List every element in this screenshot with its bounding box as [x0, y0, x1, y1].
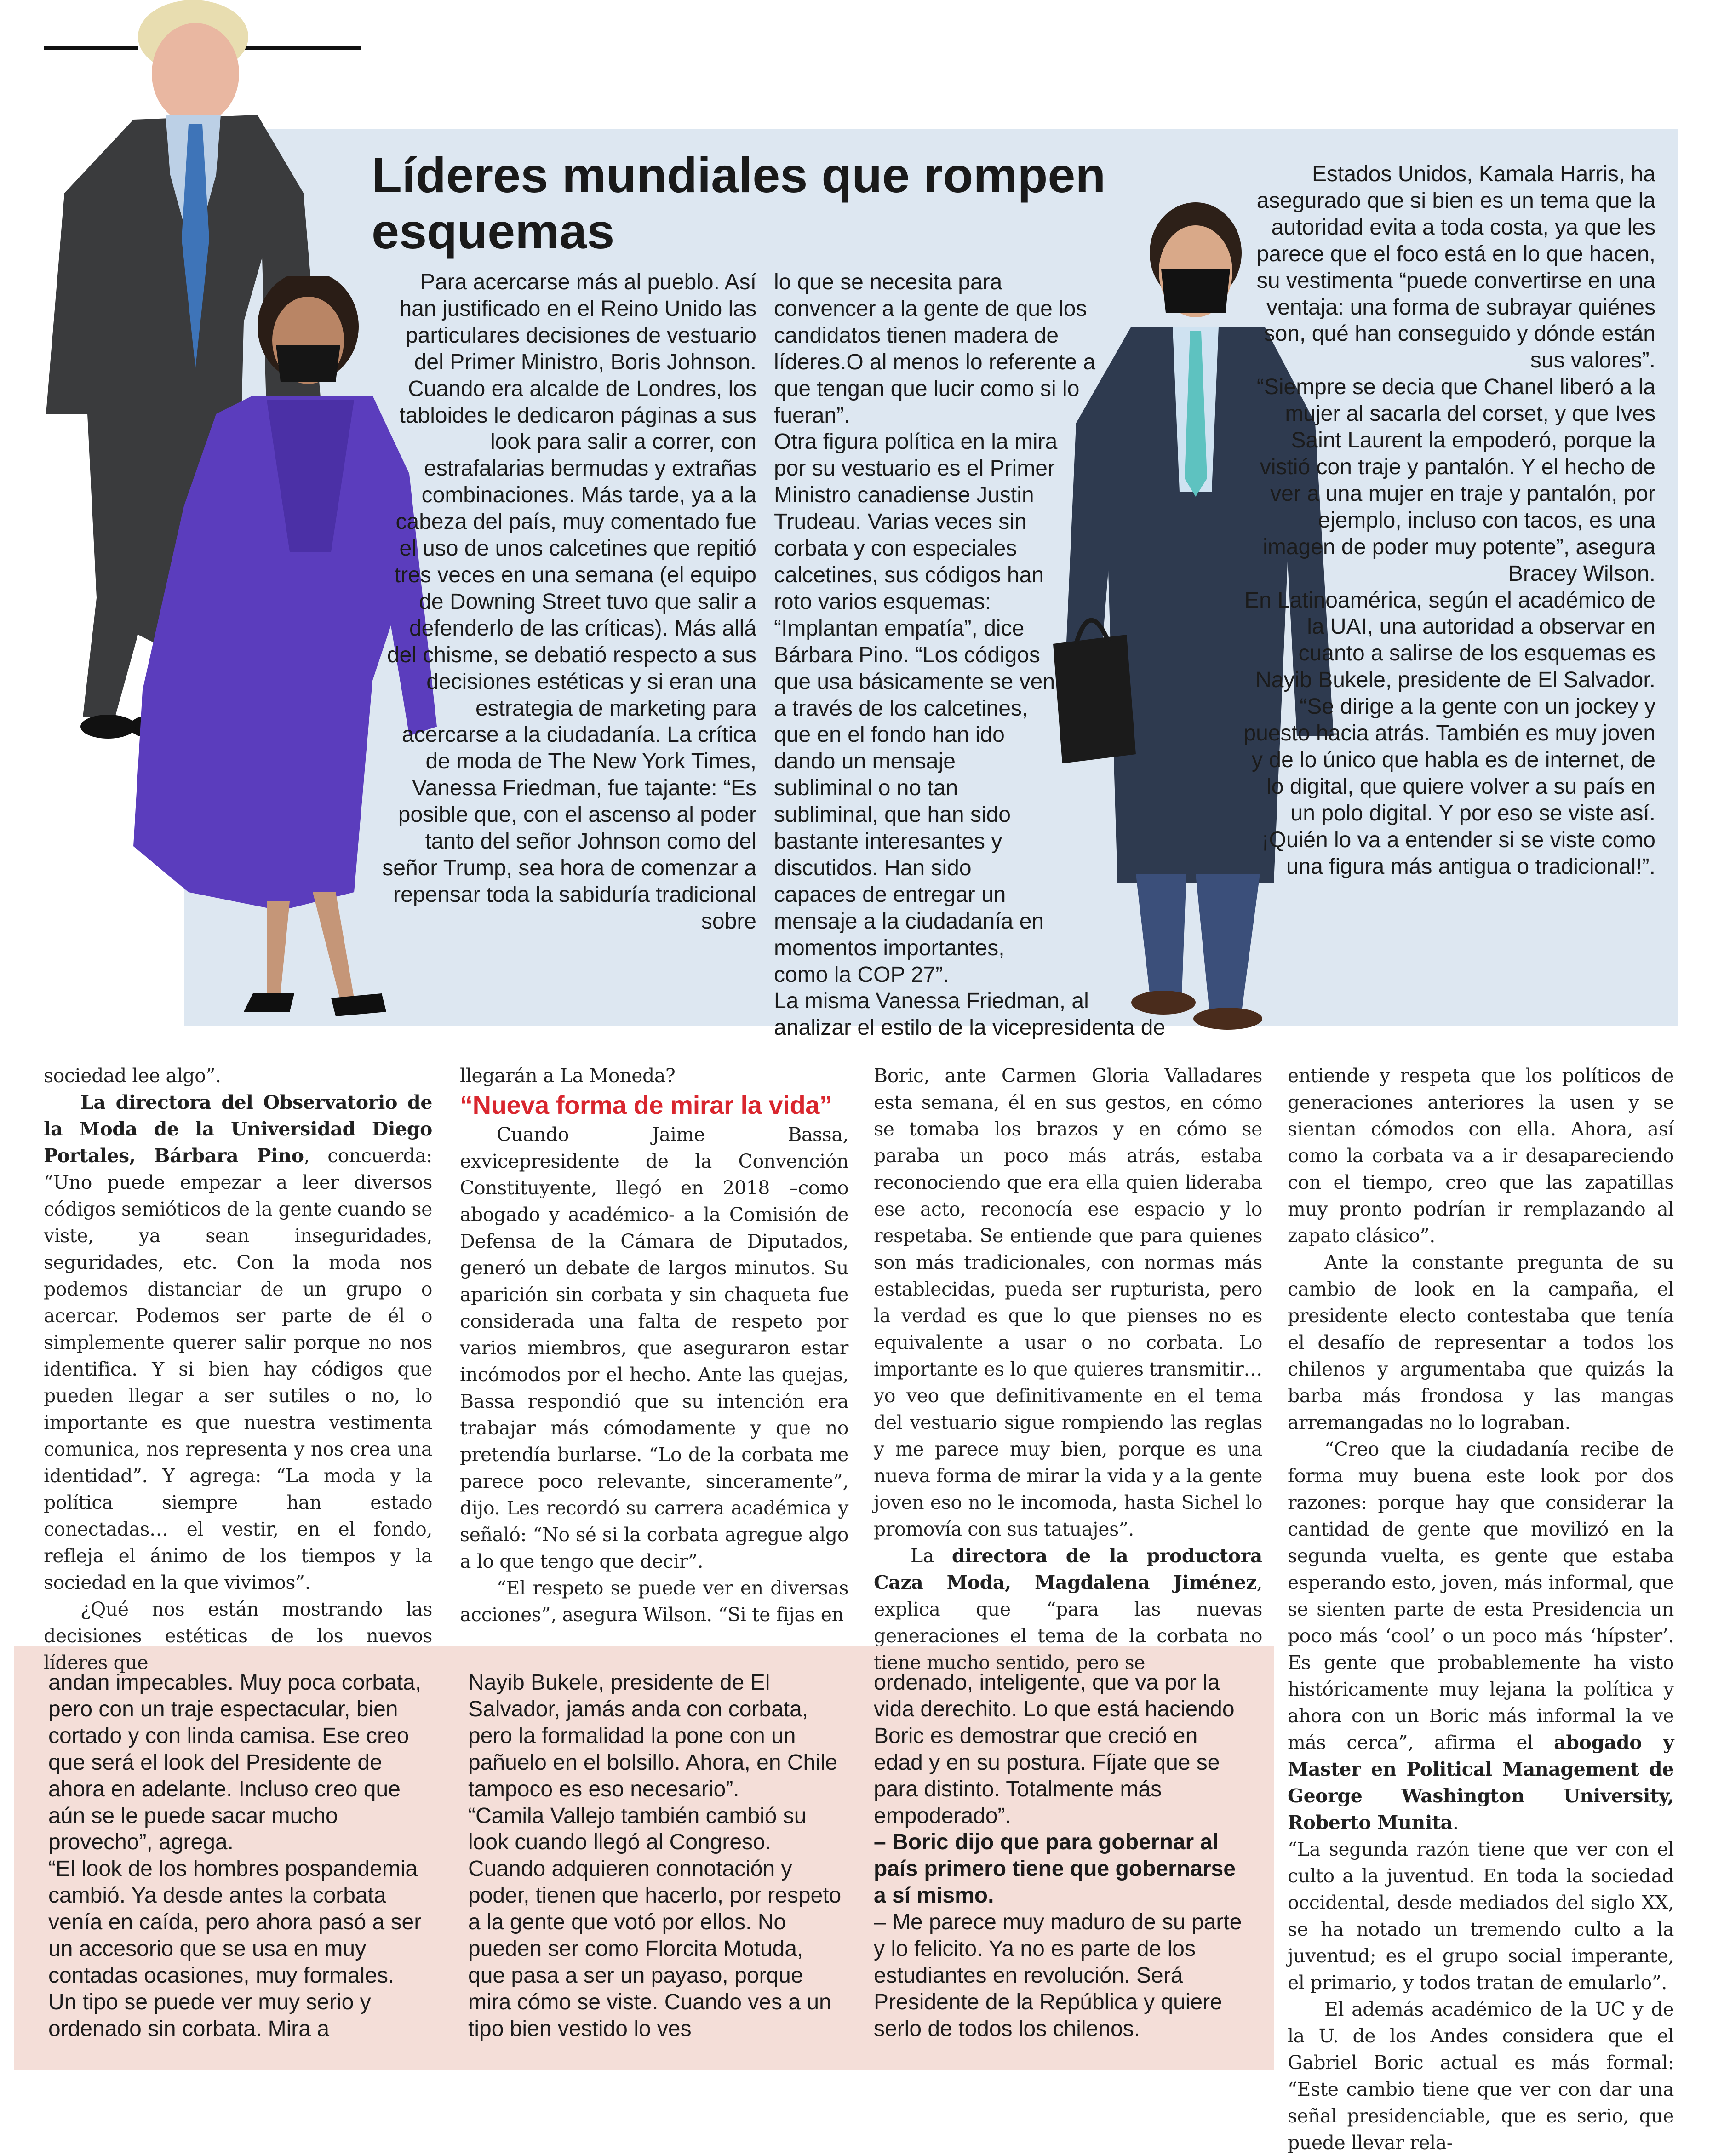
main-col3-text: La [911, 1545, 952, 1567]
box-col2-paragraph: Otra figura política en la mira por su vestuario es el Primer Ministro canadiense Justin Trudeau. Varias veces sin corbata y con especiales calcetines, sus códigos han roto varios esquemas: “Implantan empatía”, dice Bárbara Pino. “Los códigos que usa básicamente se ven a través de los calcetines, que en el fondo han ido dando un mensaje subliminal o no tan subliminal, que han sido bastante interesantes y discutidos. Han sido capaces de entregar un mensaje a la ciudadanía en momentos importantes, como la COP 27”. [774, 430, 1058, 987]
main-col3-paragraph: Boric, ante Carmen Gloria Valladares esta semana, él en sus gestos, en cómo se tomaba los brazos y en cómo se paraba un poco más atrás, estaba reconociendo que era ella quien lideraba ese acto, reconocía ese espacio y lo respetaba. Se entiende que para quienes son más tradicionales, con normas más establecidas, pueda ser rupturista, pero la verdad es que lo que pienses no es equivalente a usar o no corbata. Lo importante es lo que quieres transmitir… yo veo que definitivamente en el tema del vestuario sigue rompiendo las reglas y me parece muy bien, porque es una nueva forma de mirar la vida y a la gente joven eso no le incomoda, hasta Sichel lo promovía con sus tatuajes”. [874, 1065, 1262, 1540]
headline [372, 147, 1117, 259]
main-col1-paragraph: ¿Qué nos están mostrando las decisiones estéticas de los nuevos líderes que [44, 1598, 432, 1674]
interview-question: – Boric dijo que para gobernar al país primero tiene que gobernarse a sí mismo. [874, 1830, 1236, 1908]
main-col4-paragraph: El además académico de la UC y de la U. de los Andes considera que el Gabriel Boric actual es más formal: “Este cambio tiene que ver con dar una señal presidenciable, que es serio, que puede llevar rela- [1288, 1998, 1674, 2154]
pink-column-3 [874, 1669, 1251, 2042]
headline-bold: Líderes mundiales [372, 147, 808, 203]
box-col3-paragraph: Estados Unidos, Kamala Harris, ha asegurado que si bien es un tema que la autoridad evita a toda costa, ya que les parece que el foco está en lo que hacen, su vestimenta “puede convertirse en una ventaja: una forma de subrayar quiénes son, qué han conseguido y dónde están sus valores”. [1256, 162, 1655, 373]
main-col2-paragraph: llegarán a La Moneda? [460, 1065, 676, 1087]
box-column-1 [379, 269, 756, 935]
main-col3-paragraph [874, 1542, 1262, 1676]
pink-col1-paragraph: andan impecables. Muy poca corbata, pero con un traje espectacular, bien cortado y con linda camisa. Ese creo que será el look del Presidente de ahora en adelante. Incluso creo que aún se le puede sacar mucho provecho”, agrega. [48, 1670, 422, 1855]
headline-rest: que rompen esquemas [372, 147, 1106, 259]
pink-col2-paragraph: “Camila Vallejo también cambió su look cuando llegó al Congreso. Cuando adquieren connotación y poder, tienen que hacerlo, por respeto a la gente que votó por ellos. No pueden ser como Florcita Motuda, que pasa a ser un payaso, porque mira cómo se viste. Cuando ves a un tipo bien vestido lo ves [468, 1803, 842, 2041]
main-col4-paragraph [1288, 1436, 1674, 1836]
box-col2-paragraph: La misma Vanessa Friedman, al analizar el estilo de la vicepresidenta de [774, 989, 1166, 1040]
source-name: La directora del Observatorio de la Moda de la Universidad Diego Portales, Bárbara Pino [44, 1091, 432, 1167]
interview-answer: – Me parece muy maduro de su parte y lo felicito. Ya no es parte de los estudiantes en revolución. Será Presidente de la República y quiere serlo de todos los chilenos. [874, 1910, 1242, 2041]
box-col1-paragraph: Para acercarse más al pueblo. Así han justificado en el Reino Unido las particulares decisiones de vestuario del Primer Ministro, Boris Johnson. Cuando era alcalde de Londres, los tabloides le dedicaron páginas a sus look para salir a correr, con estrafalarias bermudas y extrañas combinaciones. Más tarde, ya a la cabeza del país, muy comentado fue el uso de unos calcetines que repitió tres veces en una semana (el equipo de Downing Street tuvo que salir a defenderlo de las críticas). Más allá del chisme, se debatió respecto a sus decisiones estéticas y si eran una estrategia de marketing para acercarse a la ciudadanía. La crítica de moda de The New York Times, Vanessa Friedman, fue tajante: “Es posible que, con el ascenso al poder tanto del señor Johnson como del señor Trump, sea hora de comenzar a repensar toda la sabiduría tradicional sobre [382, 270, 756, 934]
main-col1-paragraph: sociedad lee algo”. [44, 1065, 221, 1087]
box-column-3 [1242, 161, 1655, 880]
main-col2-paragraph: Cuando Jaime Bassa, exvicepresidente de la Convención Constituyente, llegó en 2018 –como abogado y académico- a la Comisión de Defensa de la Cámara de Diputados, generó un debate de largos minutos. Su aparición sin corbata y sin chaqueta fue considerada una falta de respeto por varios miembros, que aseguraron estar incómodos por el hecho. Ante las quejas, Bassa respondió que su intención era trabajar más cómodamente y que no pretendía burlarse. “Lo de la corbata me parece poco relevante, sinceramente”, dijo. Les recordó su carrera académica y señaló: “No sé si la corbata agregue algo a lo que tengo que decir”. [460, 1124, 848, 1572]
main-col2-paragraph: “El respeto se puede ver en diversas acciones”, asegura Wilson. “Si te fijas en [460, 1577, 848, 1626]
main-col1-paragraph [44, 1089, 432, 1596]
pink-col1-paragraph: “El look de los hombres pospandemia cambió. Ya desde antes la corbata venía en caída, pero ahora pasó a ser un accesorio que se usa en muy contadas ocasiones, muy formales. Un tipo se puede ver muy serio y ordenado sin corbata. Mira a [48, 1857, 422, 2041]
main-col4-text: “Creo que la ciudadanía recibe de forma muy buena este look por dos razones: porque hay que considerar la cantidad de gente que movilizó en la segunda vuelta, es gente que estaba esperando esto, joven, más informal, que se sienten parte de esta Presidencia un poco más ‘cool’ o un poco más ‘hípster’. Es gente que probablemente ha visto históricamente muy lejana la política y ahora con un Boric más informal la ve más cerca”, afirma el [1288, 1438, 1674, 1754]
pink-col2-paragraph: Nayib Bukele, presidente de El Salvador, jamás anda con corbata, pero la formalidad la pone con un pañuelo en el bolsillo. Ahora, en Chile tampoco es eso necesario”. [468, 1670, 838, 1801]
source-name: abogado y Master en Political Management de George Washington University, Roberto Munita [1288, 1732, 1674, 1834]
box-col3-paragraph: “Siempre se decia que Chanel liberó a la mujer al sacarla del corset, y que Ives Saint Laurent la empoderó, porque la vistió con traje y pantalón. Y el hecho de ver a una mujer en traje y pantalón, por ejemplo, incluso con tacos, es una imagen de poder muy potente”, asegura Bracey Wilson. [1256, 375, 1655, 586]
main-column-1 [44, 1062, 432, 1676]
pink-column-2 [468, 1669, 845, 2042]
main-col3-text: , explica que “para las nuevas generaciones el tema de la corbata no tiene mucho sentido, pero se [874, 1571, 1262, 1674]
main-column-2 [460, 1062, 848, 1628]
pink-column-1 [48, 1669, 425, 2042]
pink-col3-paragraph: ordenado, inteligente, que va por la vida derechito. Lo que está haciendo Boric es demostrar que creció en edad y en su postura. Fíjate que se para distinto. Totalmente más empoderado”. [874, 1670, 1235, 1828]
main-col4-text: . [1452, 1812, 1459, 1834]
section-subhead: “Nueva forma de mirar la vida” [460, 1090, 832, 1119]
main-col1-text: , concuerda: “Uno puede empezar a leer diversos códigos semióticos de la gente cuando se viste, ya sean inseguridades, seguridades, etc. Con la moda nos podemos distanciar de un grupo o acercar. Podemos ser parte de él o simplemente querer salir porque no nos identifica. Y si bien hay códigos que pueden llegar a ser sutiles o no, lo importante es que nuestra vestimenta comunica, nos representa y nos crea una identidad”. Y agrega: “La moda y la política siempre han estado conectadas… el vestir, en el fondo, refleja el ánimo de los tiempos y la sociedad en la que vivimos”. [44, 1145, 432, 1594]
main-column-4 [1288, 1062, 1674, 2156]
main-col4-paragraph: entiende y respeta que los políticos de generaciones anteriores la usen y se sientan cómodos con ella. Ahora, así como la corbata va a ir desapareciendo con el tiempo, creo que las zapatillas muy pronto podrían ir remplazando al zapato clásico”. [1288, 1065, 1674, 1247]
main-col4-paragraph: Ante la constante pregunta de su cambio de look en la campaña, el presidente electo contestaba que tenía el desafío de representar a todos los chilenos y argumentaba que quizás la barba más frondosa y las mangas arremangadas no lo lograban. [1288, 1251, 1674, 1434]
box-col2-paragraph: lo que se necesita para convencer a la gente de que los candidatos tienen madera de líderes.O al menos lo referente a que tengan que lucir como si lo fueran”. [774, 270, 1096, 428]
source-name: directora de la productora Caza Moda, Magdalena Jiménez [874, 1545, 1262, 1594]
main-col4-paragraph: “La segunda razón tiene que ver con el culto a la juventud. En toda la sociedad occidental, desde mediados del siglo XX, se ha notado un tremendo culto a la juventud; es el grupo social imperante, el primario, y todos tratan de emularlo”. [1288, 1838, 1674, 1994]
box-col3-paragraph: En Latinoamérica, según el académico de la UAI, una autoridad a observar en cuanto a salirse de los esquemas es Nayib Bukele, presidente de El Salvador. “Se dirige a la gente con un jockey y puesto hacia atrás. También es muy joven y de lo único que habla es de internet, de lo digital, que quiere volver a su país en un polo digital. Y por eso se viste así. ¡Quién lo va a entender si se viste como una figura más antigua o tradicional!”. [1243, 588, 1655, 879]
main-column-3 [874, 1062, 1262, 1676]
box-column-2 [774, 269, 1169, 1041]
